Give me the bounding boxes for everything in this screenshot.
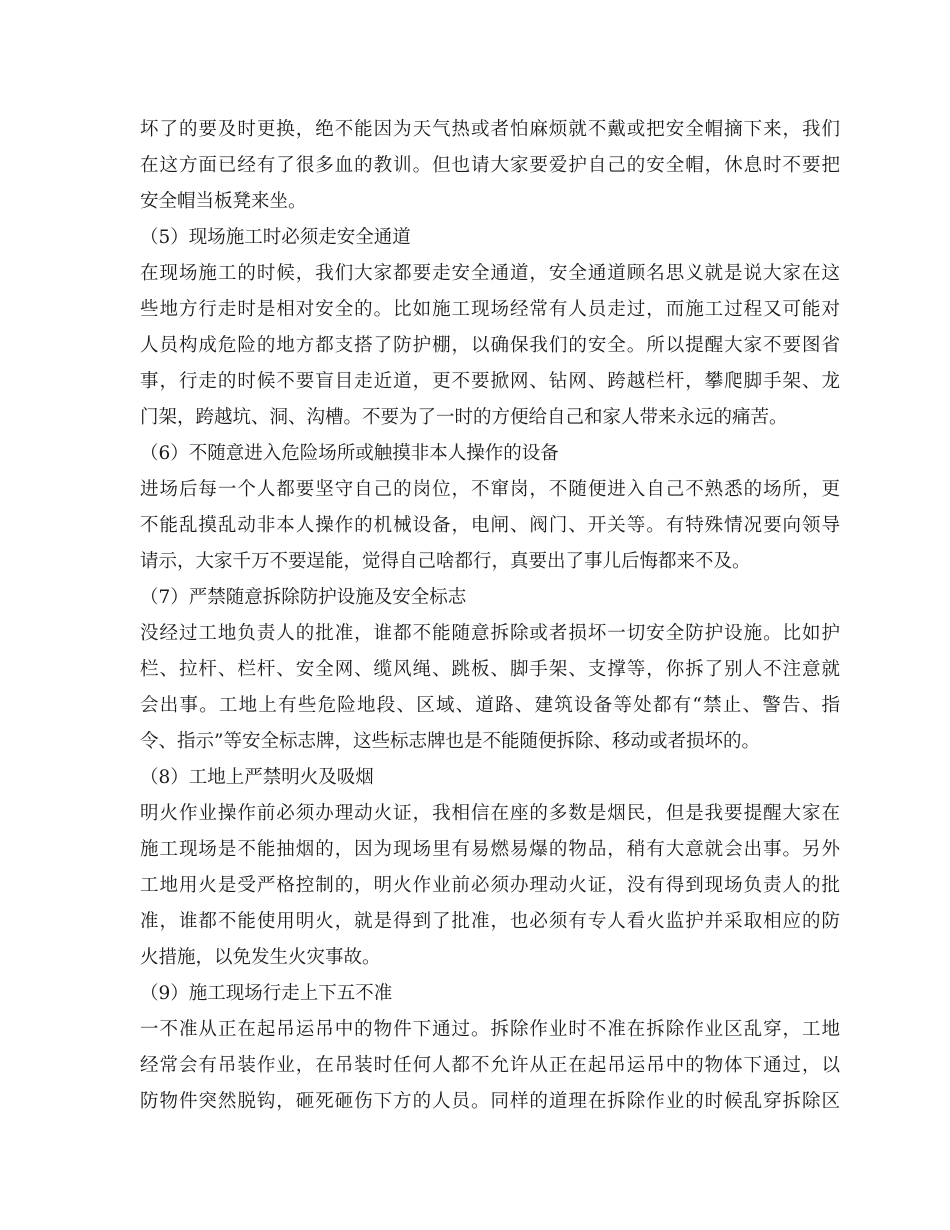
paragraph-line: 在这方面已经有了很多血的教训。但也请大家要爱护自己的安全帽，休息时不要把 <box>140 155 840 176</box>
paragraph-line: 在现场施工的时候，我们大家都要走安全通道，安全通道顾名思义就是说大家在这 <box>140 263 840 284</box>
paragraph-line: 火措施，以免发生火灾事故。 <box>140 947 381 968</box>
paragraph-line: 些地方行走时是相对安全的。比如施工现场经常有人员走过，而施工过程又可能对 <box>140 299 840 320</box>
paragraph-line: 经常会有吊装作业，在吊装时任何人都不允许从正在起吊运吊中的物体下通过，以 <box>140 1055 840 1076</box>
paragraph-line: 不能乱摸乱动非本人操作的机械设备，电闸、阀门、开关等。有特殊情况要向领导 <box>140 515 840 536</box>
paragraph-line: 一不准从正在起吊运吊中的物件下通过。拆除作业时不准在拆除作业区乱穿，工地 <box>140 1019 840 1040</box>
paragraph-line: 令、指示”等安全标志牌，这些标志牌也是不能随便拆除、移动或者损坏的。 <box>140 731 760 752</box>
section-heading: （7）严禁随意拆除防护设施及安全标志 <box>140 587 467 608</box>
paragraph-line: 门架，跨越坑、洞、沟槽。不要为了一时的方便给自己和家人带来永远的痛苦。 <box>140 407 788 428</box>
paragraph-line: 明火作业操作前必须办理动火证，我相信在座的多数是烟民，但是我要提醒大家在 <box>140 803 840 824</box>
paragraph-line: 栏、拉杆、栏杆、安全网、缆风绳、跳板、脚手架、支撑等，你拆了别人不注意就 <box>140 659 840 680</box>
paragraph-line: 准，谁都不能使用明火，就是得到了批准，也必须有专人看火监护并采取相应的防 <box>140 911 840 932</box>
paragraph-line: 安全帽当板凳来坐。 <box>140 191 307 212</box>
section-heading: （9）施工现场行走上下五不准 <box>140 983 393 1004</box>
section-heading: （8）工地上严禁明火及吸烟 <box>140 767 374 788</box>
section-heading: （6）不随意进入危险场所或触摸非本人操作的设备 <box>140 443 559 464</box>
paragraph-line: 会出事。工地上有些危险地段、区域、道路、建筑设备等处都有“禁止、警告、指 <box>140 695 840 716</box>
paragraph-line: 请示，大家千万不要逞能，觉得自己啥都行，真要出了事儿后悔都来不及。 <box>140 551 751 572</box>
paragraph-line: 工地用火是受严格控制的，明火作业前必须办理动火证，没有得到现场负责人的批 <box>140 875 840 896</box>
paragraph-line: 进场后每一个人都要坚守自己的岗位，不窜岗，不随便进入自己不熟悉的场所，更 <box>140 479 840 500</box>
paragraph-line: 人员构成危险的地方都支搭了防护棚，以确保我们的安全。所以提醒大家不要图省 <box>140 335 840 356</box>
paragraph-line: 事，行走的时候不要盲目走近道，更不要掀网、钻网、跨越栏杆，攀爬脚手架、龙 <box>140 371 840 392</box>
section-heading: （5）现场施工时必须走安全通道 <box>140 227 411 248</box>
document-body <box>140 112 840 1120</box>
paragraph-line: 没经过工地负责人的批准，谁都不能随意拆除或者损坏一切安全防护设施。比如护 <box>140 623 840 644</box>
paragraph-line: 施工现场是不能抽烟的，因为现场里有易燃易爆的物品，稍有大意就会出事。另外 <box>140 839 840 860</box>
paragraph-line: 坏了的要及时更换，绝不能因为天气热或者怕麻烦就不戴或把安全帽摘下来，我们 <box>140 119 840 140</box>
paragraph-line: 防物件突然脱钩，砸死砸伤下方的人员。同样的道理在拆除作业的时候乱穿拆除区 <box>140 1091 840 1112</box>
